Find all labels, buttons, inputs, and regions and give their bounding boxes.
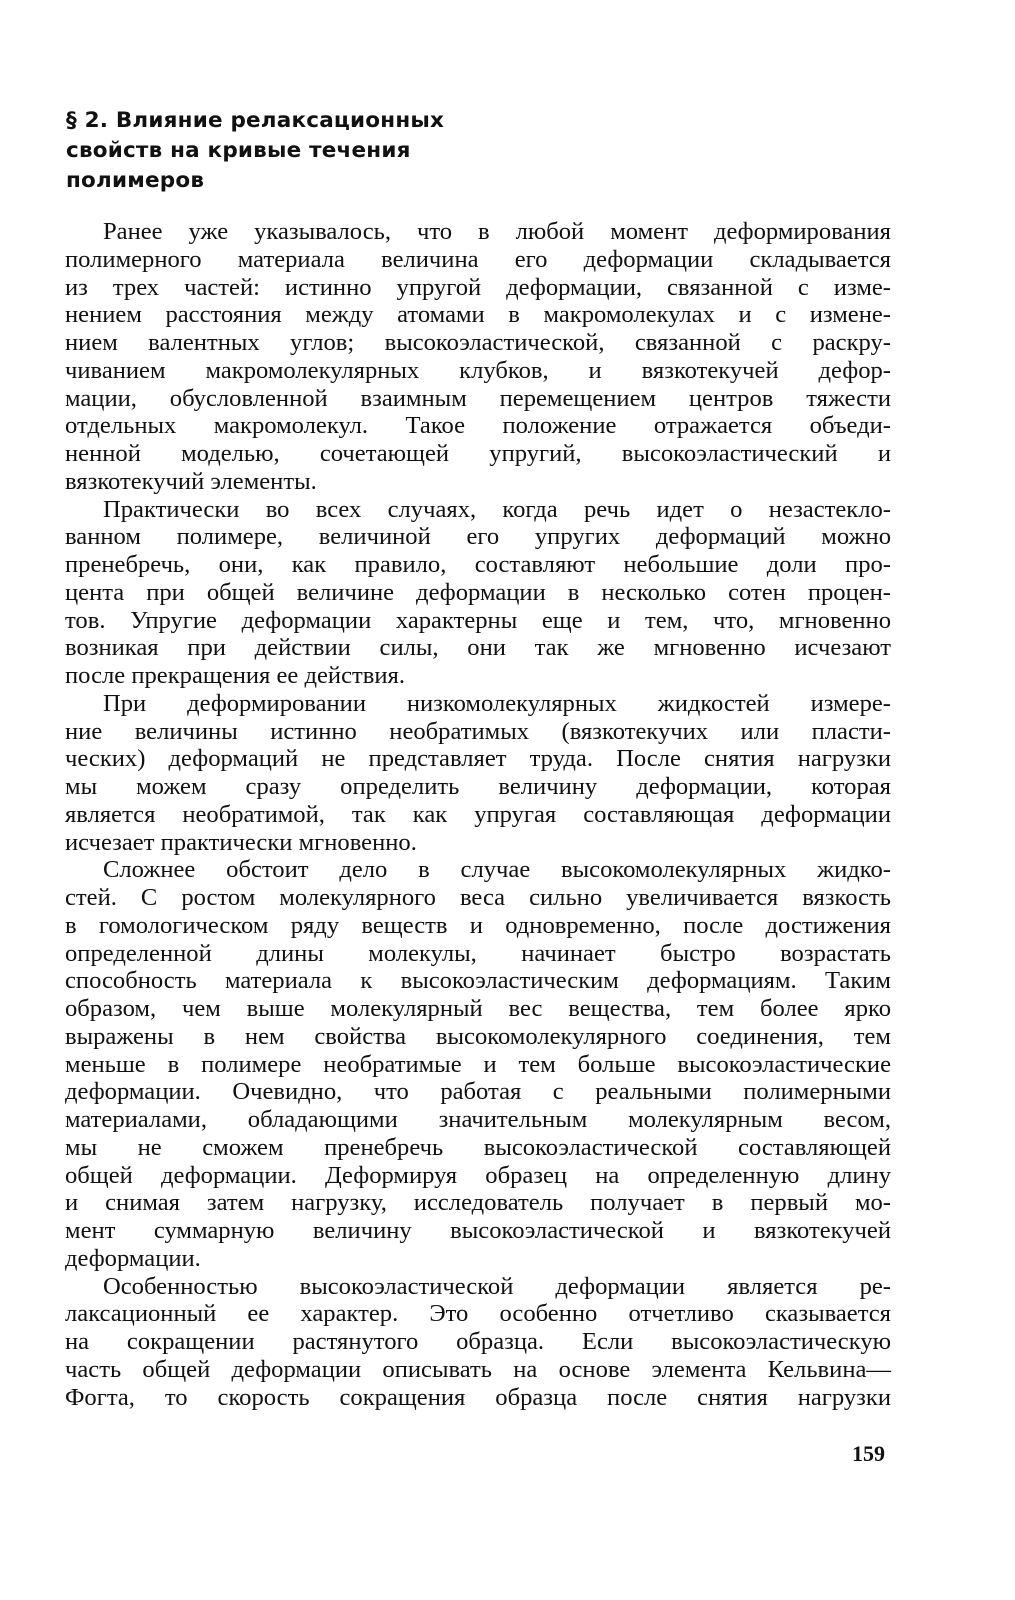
text-line: и снимая затем нагрузку, исследователь получает в первый мо- [65,1189,891,1217]
text-line: часть общей деформации описывать на основе элемента Кельвина— [65,1355,891,1383]
text-line: отдельных макромолекул. Такое положение отражается объеди- [65,412,891,440]
text-line: мы не сможем пренебречь высокоэластической составляющей [65,1133,891,1161]
text-line: является необратимой, так как упругая составляющая деформации [65,800,891,828]
text-line: вязкотекучий элементы. [65,467,317,495]
text-line: ванном полимере, величиной его упругих деформаций можно [65,523,891,551]
text-line: деформации. Очевидно, что работая с реальными полимерными [65,1078,891,1106]
text-line: ние величины истинно необратимых (вязкотекучих или пласти- [65,717,891,745]
text-line: стей. С ростом молекулярного веса сильно увеличивается вязкость [65,884,891,911]
text-line: меньше в полимере необратимые и тем больше высокоэластические [65,1050,891,1078]
heading-line: полимеров [66,168,205,193]
text-line: возникая при действии силы, они так же мгновенно исчезают [65,634,891,662]
text-line: ненной моделью, сочетающей упругий, высокоэластический и [65,440,891,467]
text-line: лаксационный ее характер. Это особенно отчетливо сказывается [65,1300,891,1328]
text-line: из трех частей: истинно упругой деформации, связанной с изме- [65,273,891,301]
text-line: При деформировании низкомолекулярных жидкостей измере- [103,689,891,717]
text-line: пренебречь, они, как правило, составляют небольшие доли про- [65,551,891,578]
text-line: тов. Упругие деформации характерны еще и тем, что, мгновенно [65,606,891,634]
paragraph [65,496,891,690]
text-line: нением расстояния между атомами в макромолекулах и с измене- [65,301,891,329]
text-line: исчезает практически мгновенно. [65,828,417,856]
text-line: в гомологическом ряду веществ и одновременно, после достижения [65,911,891,939]
paragraph [65,690,891,857]
text-line: ческих) деформаций не представляет труда. После снятия нагрузки [65,745,891,773]
paragraph [65,218,891,496]
text-line: образом, чем выше молекулярный вес вещества, тем более ярко [65,995,891,1022]
text-line: Практически во всех случаях, когда речь идет о незастекло- [103,495,891,523]
text-line: Особенностью высокоэластической деформации является ре- [103,1272,891,1300]
text-line: общей деформации. Деформируя образец на определенную длину [65,1161,891,1189]
text-line: Фогта, то скорость сокращения образца после снятия нагрузки [65,1383,891,1411]
section-heading [66,106,445,196]
paragraph [65,1273,891,1412]
text-line: деформации. [65,1244,201,1272]
heading-line: § 2. Влияние релаксационных [66,108,445,133]
text-line: цента при общей величине деформации в несколько сотен процен- [65,578,891,606]
text-line: мент суммарную величину высокоэластической и вязкотекучей [65,1217,891,1244]
text-line: мации, обусловленной взаимным перемещением центров тяжести [65,384,891,412]
text-line: после прекращения ее действия. [65,662,405,689]
text-line: материалами, обладающими значительным молекулярным весом, [65,1106,891,1133]
text-line: чиванием макромолекулярных клубков, и вязкотекучей дефор- [65,356,891,384]
text-line: нием валентных углов; высокоэластической, связанной с раскру- [65,329,891,356]
body-text [65,218,891,1411]
text-line: определенной длины молекулы, начинает быстро возрастать [65,939,891,967]
paragraph [65,856,891,1272]
text-line: способность материала к высокоэластическим деформациям. Таким [65,967,891,995]
text-line: Сложнее обстоит дело в случае высокомолекулярных жидко- [103,856,891,884]
page-number: 159 [852,1441,885,1466]
text-line: Ранее уже указывалось, что в любой момент деформирования [103,218,891,245]
text-line: полимерного материала величина его деформации складывается [65,245,891,273]
text-line: мы можем сразу определить величину деформации, которая [65,773,891,800]
heading-line: свойств на кривые течения [66,138,411,163]
text-line: выражены в нем свойства высокомолекулярного соединения, тем [65,1022,891,1050]
text-line: на сокращении растянутого образца. Если высокоэластическую [65,1328,891,1355]
